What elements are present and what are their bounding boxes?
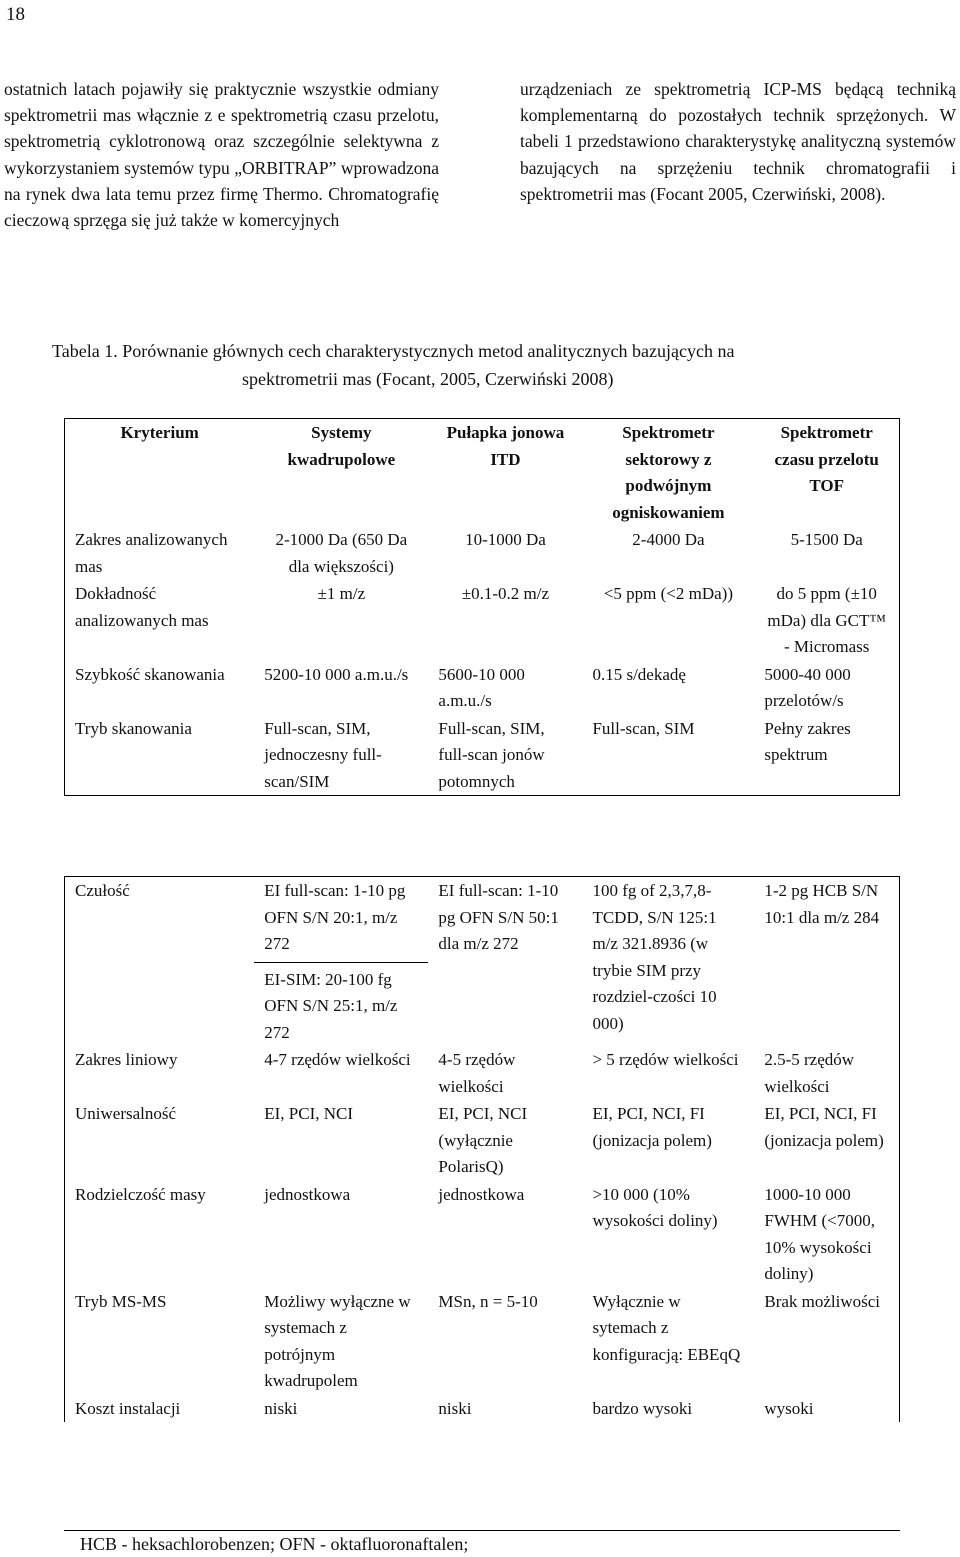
table-cell: MSn, n = 5-10 [438, 1291, 538, 1311]
table-cell: > 5 rzędów wielkości [592, 1050, 739, 1069]
header-ion-trap: Pułapka jonowa ITD [446, 423, 565, 469]
table-cell: do 5 ppm (±10 mDa) dla GCT™ - Micromass [767, 584, 886, 656]
table-cell: <5 ppm (<2 mDa)) [603, 584, 733, 603]
table-cell: 2.5-5 rzędów wielkości [764, 1050, 855, 1096]
table-cell: 5200-10 000 a.m.u./s [264, 664, 409, 684]
table-cell: 5-1500 Da [790, 530, 863, 549]
row-label: Tryb MS-MS [75, 1291, 167, 1311]
table-cell: ±0.1-0.2 m/z [461, 584, 550, 603]
table-cell: Pełny zakres spektrum [764, 718, 851, 764]
sensitivity-sim: EI-SIM: 20-100 fg OFN S/N 25:1, m/z 272 [264, 969, 398, 1042]
table-row [65, 1100, 900, 1181]
table-cell: 1-2 pg HCB S/N 10:1 dla m/z 284 [764, 881, 880, 927]
table-cell: 4-5 rzędów wielkości [438, 1050, 516, 1096]
table-cell: 2-1000 Da (650 Da dla większości) [275, 530, 408, 576]
table-cell: EI, PCI, NCI (wyłącznie PolarisQ) [438, 1104, 528, 1176]
table-row [65, 1181, 900, 1288]
table-cell: 1000-10 000 FWHM (<7000, 10% wysokości doliny) [764, 1184, 876, 1283]
row-label: Tryb skanowania [75, 718, 192, 738]
table-row [65, 526, 900, 580]
row-label: Rodzielczość masy [75, 1184, 206, 1204]
header-criterion: Kryterium [120, 423, 199, 442]
table-cell: ±1 m/z [317, 584, 366, 603]
table-cell: 4-7 rzędów wielkości [264, 1050, 411, 1069]
row-label: Koszt instalacji [75, 1398, 181, 1418]
table-cell: Full-scan, SIM, full-scan jonów potomnych [438, 718, 545, 791]
table-caption [52, 337, 922, 393]
table-cell: bardzo wysoki [592, 1398, 693, 1418]
table-row [65, 877, 900, 1047]
table-cell: Wyłącznie w sytemach z konfiguracją: EBEqQ [592, 1291, 741, 1364]
table-cell: Brak możliwości [764, 1291, 881, 1311]
row-label: Zakres liniowy [75, 1050, 178, 1069]
table-cell: EI full-scan: 1-10 pg OFN S/N 50:1 dla m/z 272 [438, 881, 559, 953]
page-number: 18 [6, 4, 25, 25]
table-cell: niski [438, 1398, 472, 1418]
table-row [65, 580, 900, 661]
comparison-table-part-1 [64, 418, 900, 796]
table-header-row [65, 419, 900, 527]
table-cell: >10 000 (10% wysokości doliny) [592, 1184, 718, 1230]
caption-line-1: Tabela 1. Porównanie głównych cech charakterystycznych metod analitycznych bazujących na [52, 341, 735, 361]
row-label: Dokładność analizowanych mas [75, 584, 209, 630]
caption-line-2: spektrometrii mas (Focant, 2005, Czerwiński 2008) [242, 369, 614, 389]
cell-divider [254, 962, 428, 963]
row-label: Zakres analizowanych mas [75, 530, 228, 576]
table-cell: jednostkowa [438, 1184, 525, 1204]
table-cell: Możliwy wyłączne w systemach z potrójnym kwadrupolem [264, 1291, 411, 1390]
table-cell: niski [264, 1398, 298, 1418]
table-cell: Full-scan, SIM, jednoczesny full-scan/SIM [264, 718, 382, 791]
table-row [65, 1046, 900, 1100]
row-label: Szybkość skanowania [75, 664, 225, 684]
table-cell [254, 877, 428, 1047]
table-row [65, 715, 900, 796]
table-cell: 0.15 s/dekadę [592, 664, 686, 684]
table-cell: 10-1000 Da [465, 530, 546, 549]
table-cell: EI, PCI, NCI, FI (jonizacja polem) [592, 1104, 712, 1150]
right-text-column: urządzeniach ze spektrometrią ICP-MS będącą techniką komplementarną do pozostałych technik sprzężonych. W tabeli 1 przedstawiono charakterystykę analityczną systemów bazujących na sprzężeniu technik chromatografii i spektrometrii mas (Focant 2005, Czerwiński, 2008). [520, 79, 956, 204]
left-text-column: ostatnich latach pojawiły się praktycznie wszystkie odmiany spektrometrii mas włącznie z e spektrometrią czasu przelotu, spektrometrią cyklotronową oraz szczególnie selektywna z wykorzystaniem systemów typu „ORBITRAP” wprowadzona na rynek dwa lata temu przez firmę Thermo. Chromatografię cieczową sprzęga się już także w komercyjnych [4, 79, 439, 231]
table-cell: 5000-40 000 przelotów/s [764, 664, 851, 710]
row-label: Uniwersalność [75, 1104, 177, 1123]
table-row [65, 1288, 900, 1395]
table-row [65, 661, 900, 715]
row-label: Czułość [75, 881, 130, 900]
table-footnote: HCB - heksachlorobenzen; OFN - oktafluoronaftalen; [64, 1530, 900, 1557]
header-sector: Spektrometr sektorowy z podwójnym ogniskowaniem [612, 423, 725, 522]
table-cell: EI, PCI, NCI [264, 1104, 354, 1123]
table-cell: wysoki [764, 1398, 814, 1418]
table-row [65, 1395, 900, 1423]
table-cell: EI, PCI, NCI, FI (jonizacja polem) [764, 1104, 884, 1150]
comparison-table-part-2 [64, 876, 900, 1422]
table-cell: 5600-10 000 a.m.u./s [438, 664, 525, 710]
header-tof: Spektrometr czasu przelotu TOF [774, 423, 879, 495]
table-cell: 100 fg of 2,3,7,8-TCDD, S/N 125:1 m/z 321.8936 (w trybie SIM przy rozdziel-czości 10 000) [592, 881, 717, 1033]
table-cell: jednostkowa [264, 1184, 351, 1204]
header-quadrupole: Systemy kwadrupolowe [287, 423, 396, 469]
sensitivity-fullscan: EI full-scan: 1-10 pg OFN S/N 20:1, m/z 272 [264, 881, 406, 953]
table-cell: Full-scan, SIM [592, 718, 695, 738]
table-cell: 2-4000 Da [632, 530, 705, 549]
